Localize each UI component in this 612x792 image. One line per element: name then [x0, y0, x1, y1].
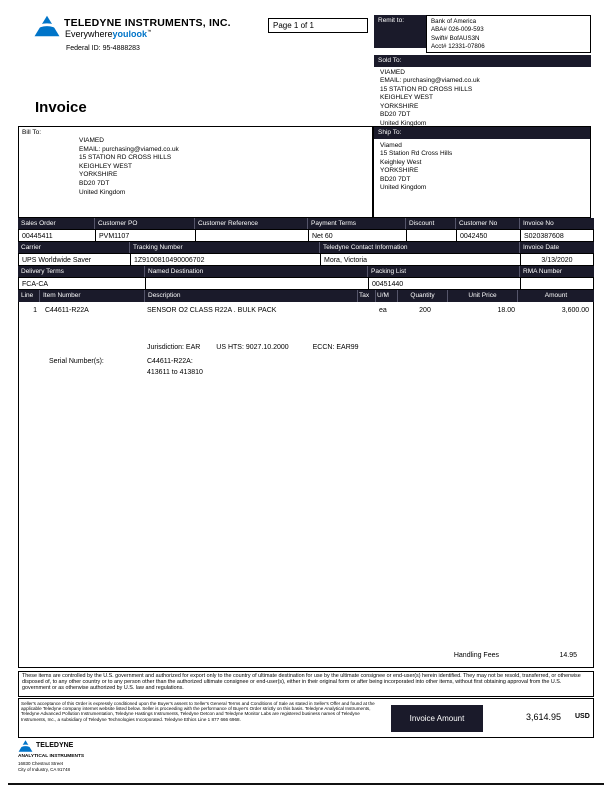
footer-company-division: ANALYTICAL INSTRUMENTS — [18, 754, 85, 759]
bill-to-line: VIAMED — [79, 137, 104, 144]
delivery-info-header-cell: Named Destination — [145, 266, 368, 277]
item-number: C44611-R22A — [45, 307, 89, 314]
jurisdiction-value: EAR — [185, 344, 201, 351]
ship-to-line: 15 Station Rd Cross Hills — [380, 150, 453, 158]
customer-po-value: PVM1107 — [96, 230, 196, 241]
teledyne-logo-icon — [34, 15, 60, 37]
sales-order-value: 00445411 — [19, 230, 96, 241]
bill-to-line: YORKSHIRE — [79, 171, 118, 179]
delivery-info-value-row — [18, 277, 594, 290]
line-items-header-cell: Unit Price — [448, 290, 518, 302]
sold-to-box — [374, 55, 591, 129]
invoice-date-value: 3/13/2020 — [541, 256, 573, 264]
shipping-info-header-row — [18, 242, 594, 253]
shipping-info-value-row — [18, 253, 594, 266]
order-info-header-cell: Customer No — [456, 218, 520, 229]
item-description: SENSOR O2 CLASS R22A . BULK PACK — [147, 307, 277, 314]
sold-to-line: BD20 7DT — [380, 111, 411, 119]
ship-to-line: YORKSHIRE — [380, 167, 419, 175]
order-info-header-cell: Customer Reference — [195, 218, 308, 229]
handling-fees-label: Handling Fees — [453, 652, 499, 659]
remit-bank-line: Acct# 12331-07806 — [431, 42, 485, 50]
line-items-header-cell: Tax — [358, 290, 376, 302]
item-quantity: 200 — [419, 307, 431, 314]
bill-to-label: Bill To: — [22, 129, 42, 136]
remit-bank-line: Bank of America — [431, 18, 477, 25]
terms-strip — [18, 698, 594, 738]
footer-company-address-line: 16830 Chestnut Street — [18, 761, 64, 766]
export-control-notice: These items are controlled by the U.S. government and authorized for export only to the country of ultimate destination for use by the ultimate consignee or end-user(s) herein identified. They may not be resold, transferred, or otherwise disposed of, to any other country or to any person other than the authorized ultimate consignee or end-user(s), either in their original form or after being incorporated into other items, without first obtaining approval from the U.S. government or as otherwise authorized by U.S. law and regulations. — [18, 671, 594, 697]
sold-to-line: EMAIL: purchasing@viamed.co.uk — [380, 77, 480, 85]
page-number-box: Page 1 of 1 — [268, 18, 368, 33]
line-items-header-cell: U/M — [376, 290, 398, 302]
page-bottom-rule — [8, 783, 604, 785]
delivery-info-header-row — [18, 266, 594, 277]
shipping-info-header-cell: Carrier — [18, 242, 130, 253]
tagline-blue: youlook — [112, 29, 148, 39]
bill-to-line: United Kingdom — [79, 188, 126, 196]
packing-list-value: 00451440 — [369, 278, 521, 289]
shipping-info-header-cell: Invoice Date — [520, 242, 594, 253]
eccn-label: ECCN: — [312, 344, 335, 351]
rma-number-value — [521, 278, 593, 289]
payment-terms-value: Net 60 — [309, 230, 407, 241]
order-info-header-cell: Customer PO — [95, 218, 195, 229]
ship-to-line: Keighley West — [380, 158, 422, 166]
line-items-header-cell: Description — [145, 290, 358, 302]
remit-bank-box — [426, 15, 591, 53]
shipping-info-header-cell: Tracking Number — [130, 242, 320, 253]
invoice-title: Invoice — [35, 99, 87, 116]
ship-to-label: Ship To: — [374, 127, 590, 139]
serial-numbers-label: Serial Number(s): — [49, 358, 104, 365]
jurisdiction-label: Jurisdiction: — [147, 344, 184, 351]
eccn-value: EAR99 — [336, 344, 359, 351]
bill-to-line: BD20 7DT — [79, 179, 110, 187]
remit-bank-line: Swift# BofAUS3N — [431, 34, 480, 42]
invoice-amount-label: Invoice Amount — [391, 705, 483, 732]
customer-no-value: 0042450 — [457, 230, 521, 241]
line-items-header-cell: Line — [18, 290, 40, 302]
order-info-value-row — [18, 229, 594, 242]
delivery-info-header-cell: Packing List — [368, 266, 520, 277]
sold-to-line: YORKSHIRE — [380, 102, 419, 110]
ship-to-line: Viamed — [380, 141, 402, 149]
line-items-header-cell: Quantity — [398, 290, 448, 302]
order-info-header-cell: Sales Order — [18, 218, 95, 229]
item-um: ea — [379, 307, 387, 314]
bill-to-box — [18, 126, 373, 218]
compliance-line — [147, 344, 359, 351]
terms-notice: Seller's acceptance of this Order is expressly conditioned upon the Buyer's assent to Seller's General Terms and Conditions of Sale as stated in Seller's Offer and found at the applicable Teledyne company internet website listed below. Seller is proceeding with the performance of Buyer's Order strictly on this basis. Teledyne Analytical Instruments, Teledyne Advanced Pollution Instrumentation, Teledyne Hastings Instruments, Teledyne Detcon and Teledyne Monitor Labs are registered business names of Teledyne Instruments, Inc., a subsidiary of Teledyne Technologies Incorporated. Teledyne Ethics Line 1 877 666 6968. — [21, 701, 375, 722]
hts-value: 9027.10.2000 — [245, 344, 289, 351]
teledyne-footer-logo-icon — [18, 740, 33, 752]
carrier-value: UPS Worldwide Saver — [19, 254, 131, 265]
line-items-body — [18, 302, 594, 668]
customer-reference-value — [196, 230, 309, 241]
company-name: TELEDYNE INSTRUMENTS, INC. — [64, 17, 231, 29]
line-number: 1 — [33, 307, 37, 314]
federal-id: Federal ID: 95-4888283 — [66, 45, 140, 52]
invoice-amount-value: 3,614.95 — [525, 712, 561, 722]
line-items-header-row — [18, 290, 594, 302]
delivery-info-header-cell: Delivery Terms — [18, 266, 145, 277]
remit-bank-line: ABA# 026-009-593 — [431, 26, 484, 34]
teledyne-contact-value: Mora, Victoria — [321, 254, 521, 265]
discount-value — [407, 230, 457, 241]
remit-to-label: Remit to: — [374, 15, 426, 48]
line-items-header-cell: Item Number — [40, 290, 145, 302]
delivery-terms-value: FCA-CA — [19, 278, 146, 289]
tagline-black: Everywhere — [65, 29, 113, 39]
serial-item: C44611-R22A: — [147, 358, 193, 365]
sold-to-line: 15 STATION RD CROSS HILLS — [380, 85, 473, 93]
serial-range: 413611 to 413810 — [147, 369, 203, 376]
sold-to-line: KEIGHLEY WEST — [380, 94, 433, 102]
item-amount: 3,600.00 — [561, 307, 589, 314]
sold-to-line: United Kingdom — [380, 120, 427, 128]
named-destination-value — [146, 278, 369, 289]
tagline-tm: ™ — [147, 29, 152, 34]
hts-label: US HTS: — [216, 344, 244, 351]
ship-to-line: United Kingdom — [380, 184, 427, 192]
tagline — [65, 29, 152, 39]
item-unit-price: 18.00 — [497, 307, 515, 314]
ship-to-line: BD20 7DT — [380, 175, 411, 183]
order-info-header-cell: Invoice No — [520, 218, 594, 229]
shipping-info-header-cell: Teledyne Contact Information — [320, 242, 520, 253]
ship-to-box — [373, 126, 591, 218]
line-items-header-cell: Amount — [518, 290, 594, 302]
bill-to-line: KEIGHLEY WEST — [79, 162, 132, 170]
order-info-header-cell: Payment Terms — [308, 218, 406, 229]
invoice-no-value: S020387608 — [524, 232, 564, 240]
sold-to-label: Sold To: — [374, 55, 591, 67]
bill-to-line: 15 STATION RD CROSS HILLS — [79, 154, 172, 162]
delivery-info-header-cell: RMA Number — [520, 266, 594, 277]
tracking-number-value: 1Z9100810490006702 — [131, 254, 321, 265]
handling-fees-value: 14.95 — [559, 652, 577, 659]
footer-company-name: TELEDYNE — [36, 742, 74, 749]
sold-to-line: VIAMED — [380, 68, 405, 76]
order-info-header-row — [18, 218, 594, 229]
invoice-currency: USD — [575, 713, 590, 720]
bill-to-line: EMAIL: purchasing@viamed.co.uk — [79, 145, 179, 153]
order-info-header-cell: Discount — [406, 218, 456, 229]
footer-company-address-line: City of Industry, CA 91748 — [18, 767, 70, 772]
